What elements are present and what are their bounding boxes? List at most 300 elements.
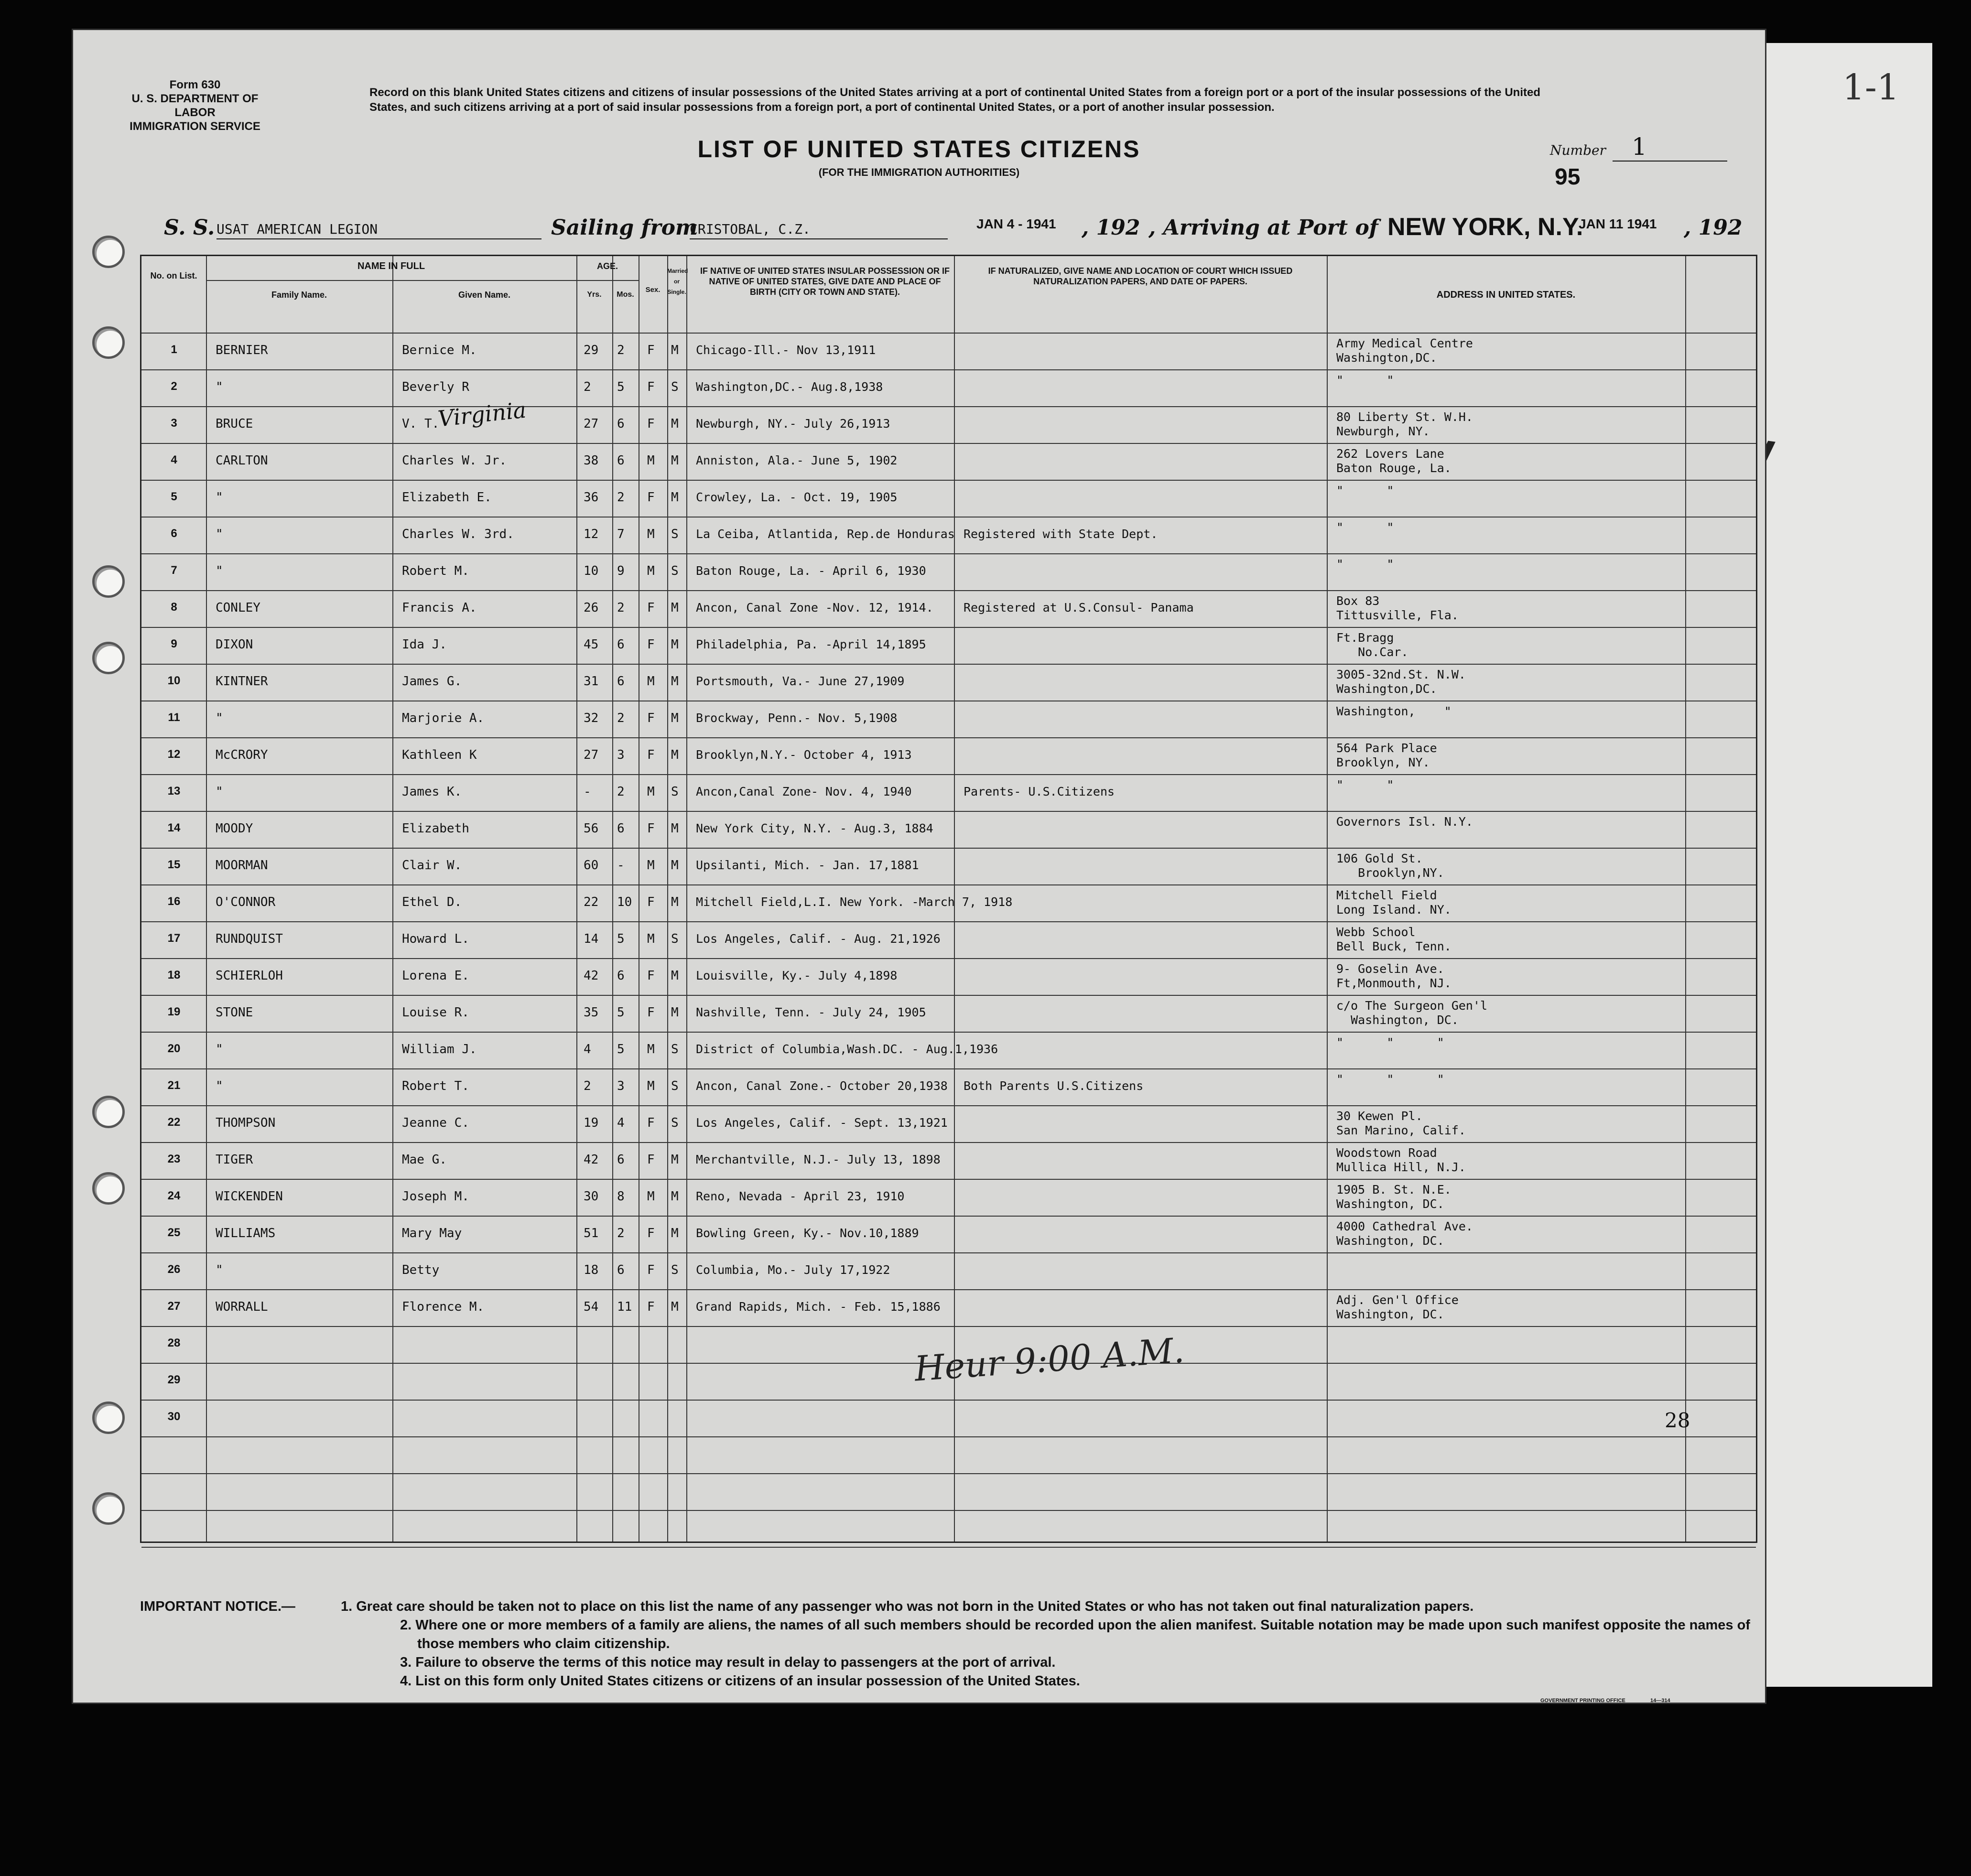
row-rule — [141, 1105, 1756, 1106]
sex: M — [647, 674, 655, 689]
sex: F — [647, 637, 655, 652]
age-years: 36 — [584, 490, 599, 505]
family-name: WORRALL — [216, 1300, 268, 1314]
family-name: WILLIAMS — [216, 1226, 276, 1240]
marital-status: M — [671, 637, 679, 652]
year-suffix: , 192 — [1082, 216, 1140, 240]
row-rule — [141, 1179, 1756, 1180]
header-rule — [141, 333, 1756, 334]
age-months: 5 — [617, 1042, 625, 1057]
row-number: 23 — [167, 1153, 181, 1165]
row-rule — [141, 480, 1756, 481]
row-number: 9 — [171, 637, 177, 650]
birth-place-date: Nashville, Tenn. - July 24, 1905 — [696, 1005, 926, 1019]
given-name: Jeanne C. — [402, 1116, 469, 1130]
age-months: 4 — [617, 1116, 625, 1130]
sex: M — [647, 453, 655, 468]
notice-item: 4. List on this form only United States citizens or citizens of an insular possession of the United States. — [400, 1673, 1080, 1689]
family-name: KINTNER — [216, 674, 268, 689]
row-rule — [141, 774, 1756, 775]
age-months: 6 — [617, 969, 625, 983]
given-name: Francis A. — [402, 601, 477, 615]
sex: M — [647, 1042, 655, 1057]
sailing-label: Sailing from — [551, 216, 698, 240]
birth-place-date: Los Angeles, Calif. - Sept. 13,1921 — [696, 1116, 948, 1130]
marital-status: M — [671, 453, 679, 468]
sex: F — [647, 1153, 655, 1167]
row-rule — [141, 884, 1756, 885]
sex: F — [647, 417, 655, 431]
notice-item: 3. Failure to observe the terms of this notice may result in delay to passengers at the port of arrival. — [400, 1655, 1056, 1670]
sex: F — [647, 343, 655, 357]
sex: F — [647, 711, 655, 725]
family-name: " — [216, 564, 223, 578]
marital-status: M — [671, 711, 679, 725]
row-rule — [141, 1473, 1756, 1474]
age-months: 7 — [617, 527, 625, 541]
row-number: 22 — [167, 1116, 181, 1129]
row-number: 13 — [167, 785, 181, 798]
age-years: 19 — [584, 1116, 599, 1130]
family-name: " — [216, 1042, 223, 1057]
age-years: 32 — [584, 711, 599, 725]
marital-status: M — [671, 1153, 679, 1167]
given-name: Howard L. — [402, 932, 469, 946]
column-rule — [576, 256, 577, 1542]
row-number: 4 — [171, 453, 177, 466]
naturalization-note: Registered with State Dept. — [964, 527, 1158, 541]
age-years: 22 — [584, 895, 599, 909]
sex: M — [647, 932, 655, 946]
row-number: 6 — [171, 527, 177, 540]
page-title: LIST OF UNITED STATES CITIZENS — [697, 136, 1141, 162]
age-years: 60 — [584, 858, 599, 873]
departure-port: CRISTOBAL, C.Z. — [690, 221, 948, 239]
arriving-label: , Arriving at Port of — [1148, 216, 1378, 240]
row-number: 1 — [171, 343, 177, 356]
marital-status: M — [671, 1226, 679, 1240]
row-rule — [141, 627, 1756, 628]
address: 80 Liberty St. W.H. Newburgh, NY. — [1336, 410, 1473, 438]
given-name: James K. — [402, 785, 462, 799]
row-rule — [141, 1142, 1756, 1143]
address: " " — [1336, 520, 1394, 534]
form-number: Form 630 — [169, 78, 221, 91]
row-rule — [141, 1252, 1756, 1253]
age-months: 6 — [617, 674, 625, 689]
given-name: Elizabeth — [402, 821, 469, 836]
marital-status: M — [671, 343, 679, 357]
header-given-name: Given Name. — [458, 290, 511, 300]
address: " " — [1336, 373, 1394, 387]
marital-status: M — [671, 1189, 679, 1204]
family-name: MOODY — [216, 821, 253, 836]
given-name: Ida J. — [402, 637, 447, 652]
year-suffix: , 192 — [1684, 216, 1743, 240]
row-rule — [141, 737, 1756, 738]
record-instructions: Record on this blank United States citizens and citizens of insular possessions of the United States arriving at a port of continental United States from a foreign port or a port of the insular possessions of the United States, and such citizens arriving at a port of said insular possessions from a foreign port, a port of continental United States, or a port of another insular possession. — [369, 86, 1540, 114]
important-notice — [140, 1597, 1765, 1691]
birth-place-date: Columbia, Mo.- July 17,1922 — [696, 1263, 890, 1277]
birth-place-date: Portsmouth, Va.- June 27,1909 — [696, 674, 905, 688]
family-name: MOORMAN — [216, 858, 268, 873]
given-name: Lorena E. — [402, 969, 469, 983]
row-rule — [141, 1326, 1756, 1327]
birth-place-date: Upsilanti, Mich. - Jan. 17,1881 — [696, 858, 919, 872]
row-rule — [141, 1547, 1756, 1548]
age-months: 6 — [617, 637, 625, 652]
row-rule — [141, 921, 1756, 922]
row-number: 27 — [167, 1300, 181, 1313]
row-number: 26 — [167, 1263, 181, 1276]
family-name: STONE — [216, 1005, 253, 1020]
age-months: 6 — [617, 821, 625, 836]
inspector-signoff: Heur 9:00 A.M. — [913, 1330, 1186, 1389]
age-months: 6 — [617, 453, 625, 468]
marital-status: M — [671, 1300, 679, 1314]
age-months: 2 — [617, 711, 625, 725]
birth-place-date: Ancon, Canal Zone.- October 20,1938 — [696, 1079, 948, 1093]
age-months: 6 — [617, 1263, 625, 1277]
marital-status: S — [671, 1263, 679, 1277]
age-years: 18 — [584, 1263, 599, 1277]
birth-place-date: La Ceiba, Atlantida, Rep.de Honduras — [696, 527, 955, 541]
address: " " " — [1336, 1035, 1444, 1049]
marital-status: M — [671, 490, 679, 505]
given-name: Ethel D. — [402, 895, 462, 909]
given-name: Robert T. — [402, 1079, 469, 1093]
family-name: " — [216, 490, 223, 505]
birth-place-date: Brooklyn,N.Y.- October 4, 1913 — [696, 748, 912, 762]
notice-item: 2. Where one or more members of a family are aliens, the names of all such members should be recorded upon the alien manifest. Suitable notation may be made upon such manifest opposite the names of those members who claim citizenship. — [400, 1617, 1750, 1651]
address: c/o The Surgeon Gen'l Washington, DC. — [1336, 999, 1488, 1027]
marital-status: M — [671, 969, 679, 983]
family-name: WICKENDEN — [216, 1189, 283, 1204]
given-name: Clair W. — [402, 858, 462, 873]
family-name: TIGER — [216, 1153, 253, 1167]
age-years: 54 — [584, 1300, 599, 1314]
age-years: 29 — [584, 343, 599, 357]
row-rule — [141, 664, 1756, 665]
age-years: 45 — [584, 637, 599, 652]
age-years: 51 — [584, 1226, 599, 1240]
given-name: Florence M. — [402, 1300, 485, 1314]
birth-place-date: Crowley, La. - Oct. 19, 1905 — [696, 490, 898, 504]
naturalization-note: Registered at U.S.Consul- Panama — [964, 601, 1194, 615]
given-name: Beverly R — [402, 380, 469, 394]
number-value: 1 — [1613, 133, 1727, 162]
birth-place-date: Los Angeles, Calif. - Aug. 21,1926 — [696, 932, 941, 946]
age-years: 10 — [584, 564, 599, 578]
header-age: AGE. — [596, 261, 618, 271]
given-name: Joseph M. — [402, 1189, 469, 1204]
age-months: 6 — [617, 1153, 625, 1167]
header-no: No. on List. — [150, 271, 197, 280]
sex: M — [647, 1189, 655, 1204]
sex: F — [647, 380, 655, 394]
header-sex: Sex. — [645, 286, 661, 294]
birth-place-date: Washington,DC.- Aug.8,1938 — [696, 380, 883, 394]
ss-label: S. S. — [164, 216, 215, 240]
address: 4000 Cathedral Ave. Washington, DC. — [1336, 1219, 1473, 1248]
handwritten-correction: Virginia — [436, 397, 528, 432]
address: 1905 B. St. N.E. Washington, DC. — [1336, 1183, 1451, 1211]
birth-place-date: Chicago-Ill.- Nov 13,1911 — [696, 343, 876, 357]
row-number: 16 — [167, 895, 181, 908]
marital-status: S — [671, 1042, 679, 1057]
row-rule — [141, 443, 1756, 444]
age-months: 9 — [617, 564, 625, 578]
marital-status: M — [671, 601, 679, 615]
age-months: 8 — [617, 1189, 625, 1204]
manifest-page — [72, 29, 1766, 1704]
row-rule — [141, 517, 1756, 518]
page-number-stamp: 95 — [1555, 164, 1581, 190]
marital-status: S — [671, 527, 679, 541]
marital-status: S — [671, 564, 679, 578]
row-number: 2 — [171, 380, 177, 393]
address: 30 Kewen Pl. San Marino, Calif. — [1336, 1109, 1466, 1137]
printer-imprint: GOVERNMENT PRINTING OFFICE — [1540, 1698, 1625, 1703]
birth-place-date: Anniston, Ala.- June 5, 1902 — [696, 453, 898, 467]
age-years: 2 — [584, 380, 591, 394]
age-months: 3 — [617, 748, 625, 762]
row-number: 24 — [167, 1189, 181, 1202]
address: Governors Isl. N.Y. — [1336, 815, 1473, 829]
address: " " — [1336, 778, 1394, 792]
row-number: 15 — [167, 858, 181, 871]
address: Webb School Bell Buck, Tenn. — [1336, 925, 1451, 953]
given-name: James G. — [402, 674, 462, 689]
birth-place-date: Merchantville, N.J.- July 13, 1898 — [696, 1153, 941, 1166]
address: 262 Lovers Lane Baton Rouge, La. — [1336, 447, 1451, 475]
row-number: 17 — [167, 932, 181, 945]
punch-hole — [92, 1492, 125, 1525]
address: Adj. Gen'l Office Washington, DC. — [1336, 1293, 1459, 1321]
naturalization-note: Both Parents U.S.Citizens — [964, 1079, 1144, 1093]
age-months: 6 — [617, 417, 625, 431]
row-number: 12 — [167, 748, 181, 761]
row-number: 29 — [167, 1373, 181, 1386]
given-name: Betty — [402, 1263, 440, 1277]
row-rule — [141, 811, 1756, 812]
column-rule — [667, 256, 668, 1542]
punch-hole — [92, 1096, 125, 1128]
family-name: CARLTON — [216, 453, 268, 468]
address: Mitchell Field Long Island. NY. — [1336, 888, 1451, 916]
form-identifier — [116, 78, 274, 133]
family-name: BRUCE — [216, 417, 253, 431]
department-name: U. S. DEPARTMENT OF LABOR — [131, 92, 259, 119]
arrival-date: JAN 11 1941 — [1579, 216, 1657, 231]
age-months: - — [617, 858, 625, 873]
age-months: 10 — [617, 895, 632, 909]
header-subrule — [206, 280, 639, 281]
given-name: Charles W. Jr. — [402, 453, 507, 468]
row-number: 30 — [167, 1410, 181, 1423]
given-name: Charles W. 3rd. — [402, 527, 514, 541]
row-rule — [141, 1289, 1756, 1290]
sex: F — [647, 1263, 655, 1277]
sex: F — [647, 821, 655, 836]
age-years: 38 — [584, 453, 599, 468]
birth-place-date: Bowling Green, Ky.- Nov.10,1889 — [696, 1226, 919, 1240]
family-name: SCHIERLOH — [216, 969, 283, 983]
row-rule — [141, 1032, 1756, 1033]
family-name: " — [216, 1263, 223, 1277]
row-number: 18 — [167, 969, 181, 981]
age-years: 26 — [584, 601, 599, 615]
row-number: 28 — [167, 1337, 181, 1349]
sex: M — [647, 1079, 655, 1093]
marital-status: S — [671, 1116, 679, 1130]
row-number: 10 — [167, 674, 181, 687]
punch-hole — [92, 236, 125, 268]
marital-status: M — [671, 858, 679, 873]
marital-status: M — [671, 1005, 679, 1020]
birth-place-date: Louisville, Ky.- July 4,1898 — [696, 969, 898, 982]
address: 9- Goselin Ave. Ft,Monmouth, NJ. — [1336, 962, 1451, 990]
birth-place-date: Brockway, Penn.- Nov. 5,1908 — [696, 711, 898, 725]
form-code: 14—314 — [1650, 1698, 1670, 1703]
family-name: CONLEY — [216, 601, 260, 615]
marital-status: M — [671, 417, 679, 431]
sex: M — [647, 858, 655, 873]
marital-status: S — [671, 380, 679, 394]
birth-place-date: Ancon, Canal Zone -Nov. 12, 1914. — [696, 601, 933, 615]
age-years: 4 — [584, 1042, 591, 1057]
birth-place-date: Mitchell Field,L.I. New York. -March 7, 1918 — [696, 895, 1013, 909]
header-address: ADDRESS IN UNITED STATES. — [1436, 290, 1576, 300]
family-name: McCRORY — [216, 748, 268, 762]
row-rule — [141, 369, 1756, 370]
header-birthplace: IF NATIVE OF UNITED STATES INSULAR POSSESSION OR IF NATIVE OF UNITED STATES, GIVE DATE AND PLACE OF BIRTH (CITY OR TOWN AND STATE). — [700, 266, 950, 297]
notice-item: IMPORTANT NOTICE.— 1. Great care should be taken not to place on this list the name of any passenger who was not born in the United States or who has not taken out final naturalization papers. — [140, 1597, 1765, 1616]
age-months: 11 — [617, 1300, 632, 1314]
given-name: Louise R. — [402, 1005, 469, 1020]
row-rule — [141, 848, 1756, 849]
column-rule — [392, 256, 393, 1542]
family-name: BERNIER — [216, 343, 268, 357]
header-name-in-full: NAME IN FULL — [357, 261, 425, 271]
age-months: 3 — [617, 1079, 625, 1093]
age-years: 27 — [584, 417, 599, 431]
row-rule — [141, 406, 1756, 407]
age-months: 2 — [617, 490, 625, 505]
age-years: 30 — [584, 1189, 599, 1204]
header-months: Mos. — [617, 291, 634, 299]
age-years: 42 — [584, 969, 599, 983]
row-number: 5 — [171, 490, 177, 503]
age-months: 5 — [617, 932, 625, 946]
ship-name: USAT AMERICAN LEGION — [217, 221, 541, 239]
address: Box 83 Tittusville, Fla. — [1336, 594, 1459, 622]
address: Ft.Bragg No.Car. — [1336, 631, 1408, 659]
row-number: 11 — [168, 711, 180, 724]
punch-hole — [92, 642, 125, 674]
row-rule — [141, 553, 1756, 554]
age-months: 2 — [617, 343, 625, 357]
row-number: 19 — [167, 1005, 181, 1018]
address: Woodstown Road Mullica Hill, N.J. — [1336, 1146, 1466, 1174]
notice-lead: IMPORTANT NOTICE.— — [140, 1599, 295, 1614]
family-name: THOMPSON — [216, 1116, 276, 1130]
age-years: 27 — [584, 748, 599, 762]
marital-status: S — [671, 1079, 679, 1093]
number-label: Number — [1550, 142, 1606, 158]
age-months: 5 — [617, 1005, 625, 1020]
sex: M — [647, 564, 655, 578]
row-number: 14 — [167, 821, 181, 834]
marital-status: S — [671, 785, 679, 799]
naturalization-note: Parents- U.S.Citizens — [964, 785, 1115, 798]
age-years: 42 — [584, 1153, 599, 1167]
back-sheet — [1740, 43, 1932, 1687]
marital-status: M — [671, 748, 679, 762]
row-rule — [141, 590, 1756, 591]
birth-place-date: New York City, N.Y. - Aug.3, 1884 — [696, 821, 933, 835]
age-years: 31 — [584, 674, 599, 689]
age-years: 12 — [584, 527, 599, 541]
birth-place-date: Newburgh, NY.- July 26,1913 — [696, 417, 890, 431]
row-number: 3 — [171, 417, 177, 430]
given-name: Marjorie A. — [402, 711, 485, 725]
sex: F — [647, 1300, 655, 1314]
column-rule — [206, 256, 207, 1542]
birth-place-date: Ancon,Canal Zone- Nov. 4, 1940 — [696, 785, 912, 798]
column-rule — [1685, 256, 1686, 1542]
header-married-or-single: Married or Single. — [667, 268, 688, 295]
address: Washington, " — [1336, 704, 1451, 718]
row-number: 7 — [171, 564, 177, 577]
sex: F — [647, 490, 655, 505]
punch-hole — [92, 1402, 125, 1434]
row-rule — [141, 1400, 1756, 1401]
header-years: Yrs. — [587, 291, 602, 299]
row-number: 8 — [171, 601, 177, 614]
header-naturalization: IF NATURALIZED, GIVE NAME AND LOCATION OF COURT WHICH ISSUED NATURALIZATION PAPERS, AND DATE OF PAPERS. — [988, 266, 1293, 286]
arrival-port: NEW YORK, N.Y. — [1387, 213, 1583, 241]
column-rule — [612, 256, 613, 1542]
column-rule — [686, 256, 687, 1542]
age-years: 2 — [584, 1079, 591, 1093]
marital-status: S — [671, 932, 679, 946]
family-name: " — [216, 711, 223, 725]
sex: F — [647, 969, 655, 983]
age-months: 2 — [617, 1226, 625, 1240]
age-years: 35 — [584, 1005, 599, 1020]
corner-mark: 1-1 — [1842, 67, 1899, 108]
age-months: 5 — [617, 380, 625, 394]
page-subtitle: (FOR THE IMMIGRATION AUTHORITIES) — [818, 166, 1020, 178]
birth-place-date: Grand Rapids, Mich. - Feb. 15,1886 — [696, 1300, 941, 1314]
address: 564 Park Place Brooklyn, NY. — [1336, 741, 1437, 769]
given-name: Elizabeth E. — [402, 490, 492, 505]
address: 3005-32nd.St. N.W. Washington,DC. — [1336, 668, 1466, 696]
family-name: " — [216, 785, 223, 799]
birth-place-date: Reno, Nevada - April 23, 1910 — [696, 1189, 905, 1203]
row-rule — [141, 1068, 1756, 1069]
row-rule — [141, 1510, 1756, 1511]
page-tally: 28 — [1665, 1409, 1690, 1432]
given-name: Mary May — [402, 1226, 462, 1240]
sex: F — [647, 1116, 655, 1130]
age-years: 56 — [584, 821, 599, 836]
departure-date: JAN 4 - 1941 — [976, 216, 1056, 231]
sex: F — [647, 1005, 655, 1020]
punch-hole — [92, 565, 125, 598]
family-name: O'CONNOR — [216, 895, 276, 909]
